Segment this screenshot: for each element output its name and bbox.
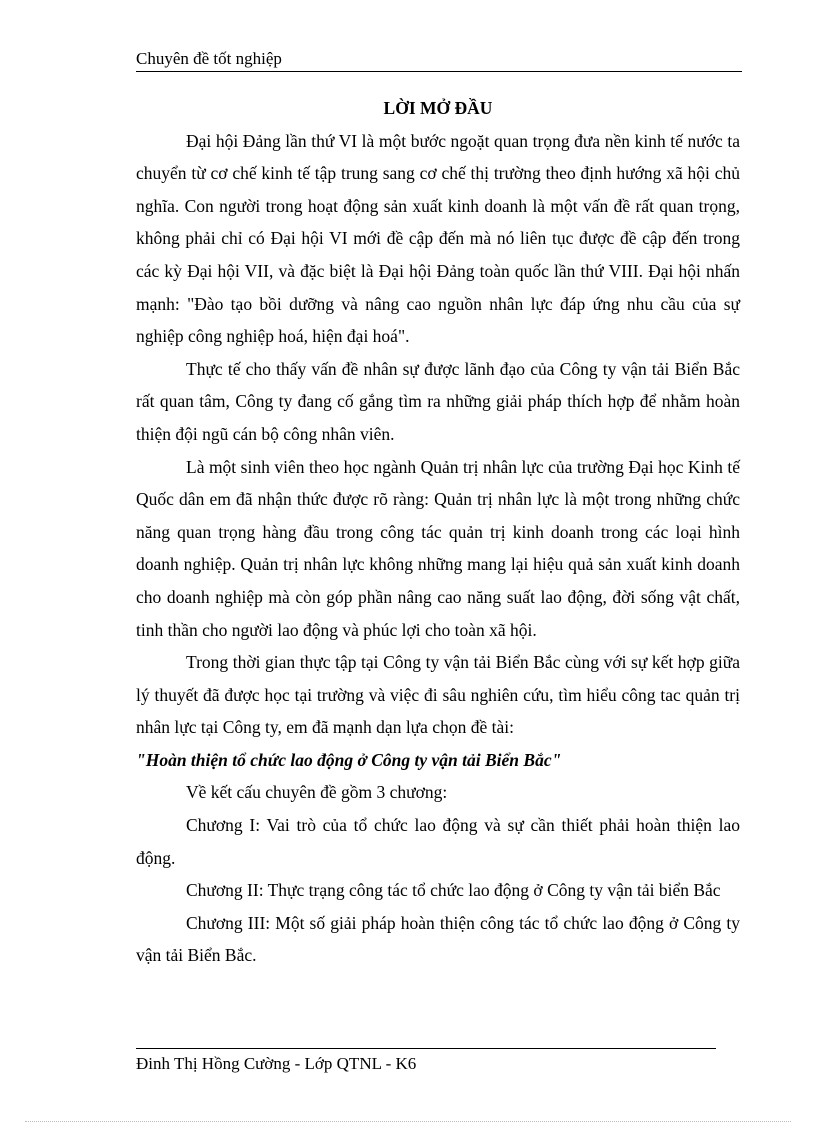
document-body bbox=[136, 92, 740, 972]
paragraph-student: Là một sinh viên theo học ngành Quản trị nhân lực của trường Đại học Kinh tế Quốc dân em đã nhận thức được rõ ràng: Quản trị nhân lực là một trong những chức năng quan trọng hàng đầu trong công tác quản trị kinh doanh trong các loại hình doanh nghiệp. Quản trị nhân lực không những mang lại hiệu quả sản xuất kinh doanh cho doanh nghiệp mà còn góp phần nâng cao năng suất lao động, đời sống vật chất, tinh thần cho người lao động và phúc lợi cho toàn xã hội. bbox=[136, 456, 740, 640]
paragraph-intro: Đại hội Đảng lần thứ VI là một bước ngoặt quan trọng đưa nền kinh tế nước ta chuyển từ cơ chế kinh tế tập trung sang cơ chế thị trường theo định hướng xã hội chủ nghĩa. Con người trong hoạt động sản xuất kinh doanh là một vấn đề rất quan trọng, không phải chỉ có Đại hội VI mới đề cập đến mà nó liên tục được đề cập đến trong các kỳ Đại hội VII, và đặc biệt là Đại hội Đảng toàn quốc lần thứ VIII. Đại hội nhấn mạnh: "Đào tạo bồi dưỡng và nâng cao nguồn nhân lực đáp ứng nhu cầu của sự nghiệp công nghiệp hoá, hiện đại hoá". bbox=[136, 130, 740, 347]
paragraph-company: Thực tế cho thấy vấn đề nhân sự được lãnh đạo của Công ty vận tải Biển Bắc rất quan tâm, Công ty đang cố gắng tìm ra những giải pháp thích hợp để nhằm hoàn thiện đội ngũ cán bộ công nhân viên. bbox=[136, 358, 740, 444]
page-footer: Đinh Thị Hồng Cường - Lớp QTNL - K6 bbox=[136, 1048, 716, 1075]
chapter-1: Chương I: Vai trò của tổ chức lao động và sự cần thiết phải hoàn thiện lao động. bbox=[136, 815, 740, 868]
thesis-topic: "Hoàn thiện tổ chức lao động ở Công ty vận tải Biển Bắc" bbox=[136, 749, 562, 770]
page-edge-divider bbox=[25, 1121, 791, 1122]
structure-intro: Về kết cấu chuyên đề gồm 3 chương: bbox=[186, 782, 448, 803]
document-title: LỜI MỞ ĐẦU bbox=[383, 98, 493, 118]
page-header: Chuyên đề tốt nghiệp bbox=[136, 48, 742, 72]
chapter-2: Chương II: Thực trạng công tác tổ chức lao động ở Công ty vận tải biển Bắc bbox=[186, 880, 721, 901]
paragraph-internship: Trong thời gian thực tập tại Công ty vận tải Biển Bắc cùng với sự kết hợp giữa lý thuyết đã được học tại trường và việc đi sâu nghiên cứu, tìm hiểu công tac quản trị nhân lực tại Công ty, em đã mạnh dạn lựa chọn đề tài: bbox=[136, 652, 740, 738]
chapter-3: Chương III: Một số giải pháp hoàn thiện công tác tổ chức lao động ở Công ty vận tải Biển Bắc. bbox=[136, 912, 740, 966]
